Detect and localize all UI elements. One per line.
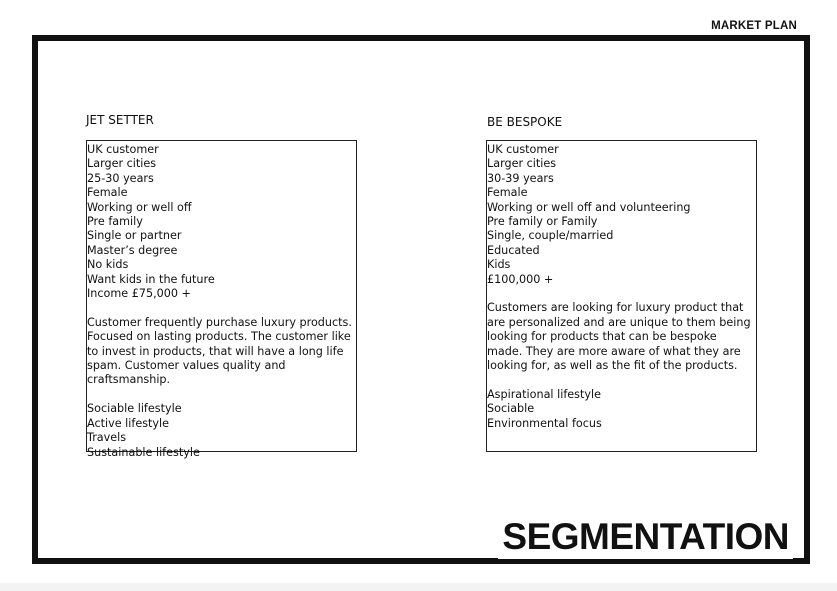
lifestyle-item: Travels (87, 431, 127, 445)
segment-title-be-bespoke: BE BESPOKE (487, 115, 563, 129)
attribute-item: UK customer (487, 143, 559, 156)
attribute-item: Working or well off (87, 200, 192, 214)
attribute-item: Master’s degree (87, 243, 178, 257)
lifestyle-item: Sustainable lifestyle (87, 445, 200, 459)
segment-box-be-bespoke (486, 140, 757, 452)
attribute-item: No kids (87, 258, 129, 272)
attribute-item: Educated (487, 243, 540, 257)
lifestyle-item: Sociable (487, 402, 535, 416)
lifestyle-item: Sociable lifestyle (87, 402, 182, 416)
attribute-item: £100,000 + (487, 272, 554, 286)
attribute-item: UK customer (87, 143, 159, 156)
attribute-item: 30-39 years (487, 171, 554, 185)
attribute-item: Female (87, 186, 128, 200)
attribute-item: Single, couple/married (487, 229, 614, 243)
lifestyle-list (487, 388, 756, 431)
attribute-item: Pre family (87, 215, 143, 229)
attribute-item: Working or well off and volunteering (487, 200, 691, 214)
attribute-item: Want kids in the future (87, 272, 215, 286)
page-title: SEGMENTATION (498, 515, 793, 559)
lifestyle-item: Environmental focus (487, 416, 602, 430)
segment-description: Customers are looking for luxury product that are personalized and are unique to them being looking for products that can be bespoke made. They are more aware of what they are looking for, as well as the fit of the products. (487, 301, 751, 373)
lifestyle-list (87, 402, 356, 460)
attribute-item: Pre family or Family (487, 215, 598, 229)
attribute-item: Single or partner (87, 229, 182, 243)
attribute-item: Larger cities (87, 157, 157, 171)
document-label: MARKET PLAN (711, 20, 797, 32)
attribute-item: Female (487, 186, 528, 200)
attribute-item: 25-30 years (87, 171, 154, 185)
segment-title-jet-setter: JET SETTER (86, 113, 154, 127)
attribute-item: Larger cities (487, 157, 557, 171)
segment-box-jet-setter (86, 140, 357, 459)
lifestyle-item: Active lifestyle (87, 416, 170, 430)
attribute-item: Kids (487, 258, 511, 272)
attribute-item: Income £75,000 + (87, 287, 191, 301)
segment-description: Customer frequently purchase luxury products. Focused on lasting products. The customer like to invest in products, that will have a long life spam. Customer values quality and craftsmanship. (87, 315, 352, 387)
lifestyle-item: Aspirational lifestyle (487, 387, 601, 401)
